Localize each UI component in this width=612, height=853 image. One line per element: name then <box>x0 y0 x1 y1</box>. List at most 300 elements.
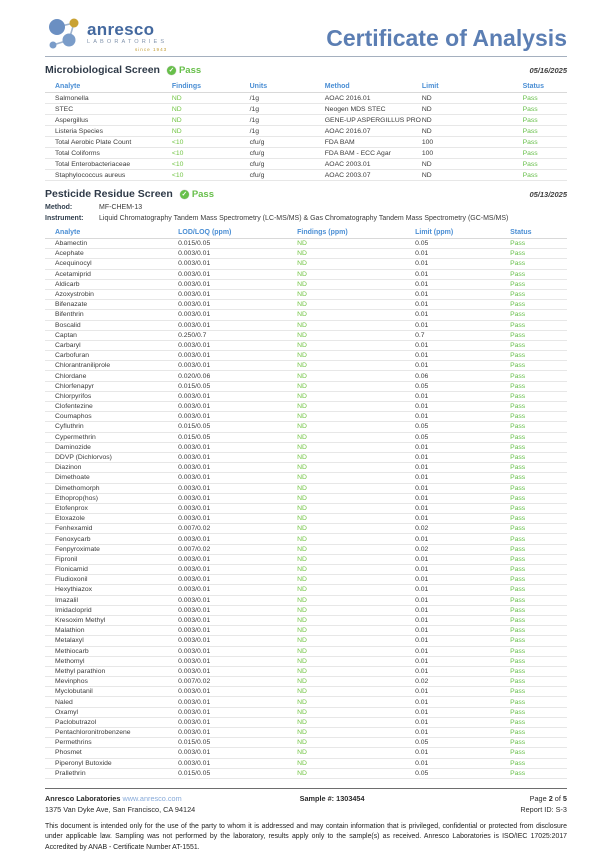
table-cell: AOAC 2016.01 <box>324 94 371 102</box>
instrument-value: Liquid Chromatography Tandem Mass Spectrometry (LC-MS/MS) & Gas Chromatography Tandem Mass Spectrometry (GC-MS/MS) <box>99 215 509 222</box>
table-row <box>45 504 567 514</box>
table-cell: /1g <box>249 105 260 113</box>
table-cell: ND <box>297 413 307 421</box>
table-cell: 0.05 <box>415 433 429 441</box>
table-row <box>45 104 567 115</box>
disclaimer-text: This document is intended only for the use of the party to whom it is addressed and may contain information that is privileged, confidential or protected from disclosure under applicable law. Sampling was not performed by the laboratory, results apply only to the sample(s) as received. Anresco Laboratories is ISO/IEC 17025:2017 Accredited by ANAB - Certificate Number AT-1551. <box>45 822 567 851</box>
table-cell: Hexythiazox <box>55 586 93 594</box>
table-cell: 0.003/0.01 <box>178 657 211 665</box>
table-cell: Pass <box>510 433 526 441</box>
table-cell: 0.01 <box>415 657 429 665</box>
table-cell: Pass <box>522 160 538 168</box>
header-divider <box>45 56 567 57</box>
table-cell: Etofenprox <box>55 504 88 512</box>
table-row <box>45 270 567 280</box>
table-cell: ND <box>297 617 307 625</box>
table-cell: 0.01 <box>415 362 429 370</box>
table-cell: Carbofuran <box>55 352 90 360</box>
table-cell: Fipronil <box>55 555 78 563</box>
table-cell: 0.01 <box>415 566 429 574</box>
table-cell: 0.003/0.01 <box>178 617 211 625</box>
table-cell: Acetamiprid <box>55 270 91 278</box>
method-label: Method: <box>45 204 73 211</box>
table-cell: 0.01 <box>415 413 429 421</box>
table-cell: Pass <box>510 698 526 706</box>
table-cell: 0.015/0.05 <box>178 739 211 747</box>
table-cell: 0.01 <box>415 392 429 400</box>
table-cell: ND <box>297 301 307 309</box>
table-row <box>45 422 567 432</box>
table-cell: 0.01 <box>415 260 429 268</box>
table-cell: Pass <box>510 627 526 635</box>
table-cell: ND <box>297 504 307 512</box>
table-cell: Chlorpyrifos <box>55 392 92 400</box>
table-cell: 0.05 <box>415 382 429 390</box>
table-cell: Diazinon <box>55 464 82 472</box>
table-cell: Pass <box>510 708 526 716</box>
column-header: Limit <box>421 83 439 90</box>
footer-company: Anresco Laboratories <box>45 793 121 803</box>
pesticide-pass-label: Pass <box>191 188 214 200</box>
pesticide-pass-badge <box>180 189 214 200</box>
table-cell: <10 <box>171 138 184 146</box>
table-cell: ND <box>297 280 307 288</box>
table-cell: 0.01 <box>415 749 429 757</box>
table-cell: 0.05 <box>415 739 429 747</box>
column-header: Method <box>324 83 350 90</box>
micro-pass-label: Pass <box>178 64 202 76</box>
table-cell: 0.003/0.01 <box>178 413 211 421</box>
table-cell: 0.01 <box>415 637 429 645</box>
table-row <box>45 484 567 494</box>
table-cell: ND <box>297 515 307 523</box>
table-cell: 0.003/0.01 <box>178 688 211 696</box>
table-cell: Total Coliforms <box>55 149 100 157</box>
table-cell: 0.003/0.01 <box>178 454 211 462</box>
table-row <box>45 473 567 483</box>
table-cell: 0.01 <box>415 729 429 737</box>
table-cell: ND <box>297 678 307 686</box>
table-row <box>45 259 567 269</box>
table-cell: 0.01 <box>415 301 429 309</box>
table-cell: 0.01 <box>415 454 429 462</box>
pesticide-table-header <box>45 227 567 239</box>
table-cell: 0.007/0.02 <box>178 678 211 686</box>
table-row <box>45 412 567 422</box>
table-cell: ND <box>171 105 182 113</box>
table-cell: Acephate <box>55 250 84 258</box>
table-cell: <10 <box>171 160 184 168</box>
column-header: Analyte <box>55 229 81 236</box>
page-indicator: Page 2 of 5 <box>529 793 567 803</box>
table-cell: ND <box>297 739 307 747</box>
table-cell: Pass <box>510 331 526 339</box>
table-cell: ND <box>421 94 432 102</box>
table-cell: Imidacloprid <box>55 606 92 614</box>
table-cell: 0.01 <box>415 484 429 492</box>
table-cell: 0.003/0.01 <box>178 270 211 278</box>
table-cell: ND <box>297 392 307 400</box>
table-cell: ND <box>421 105 432 113</box>
table-cell: Total Aerobic Plate Count <box>55 138 132 146</box>
table-row <box>45 331 567 341</box>
table-row <box>45 148 567 159</box>
table-cell: ND <box>421 116 432 124</box>
table-cell: ND <box>297 372 307 380</box>
table-row <box>45 748 567 758</box>
table-cell: Pass <box>510 280 526 288</box>
table-cell: Azoxystrobin <box>55 291 94 299</box>
table-cell: 0.003/0.01 <box>178 718 211 726</box>
table-cell: 0.01 <box>415 494 429 502</box>
table-cell: 0.007/0.02 <box>178 545 211 553</box>
table-row <box>45 555 567 565</box>
table-cell: /1g <box>249 116 260 124</box>
table-row <box>45 667 567 677</box>
table-cell: Pass <box>510 413 526 421</box>
table-row <box>45 596 567 606</box>
table-row <box>45 494 567 504</box>
table-cell: 0.01 <box>415 555 429 563</box>
table-cell: 0.01 <box>415 250 429 258</box>
table-cell: ND <box>171 116 182 124</box>
table-cell: 0.003/0.01 <box>178 443 211 451</box>
table-row <box>45 769 567 779</box>
table-cell: ND <box>297 484 307 492</box>
table-cell: Aldicarb <box>55 280 80 288</box>
table-cell: Dimethoate <box>55 474 90 482</box>
table-cell: 0.003/0.01 <box>178 708 211 716</box>
table-cell: Bifenthrin <box>55 311 84 319</box>
table-cell: ND <box>297 769 307 777</box>
table-row <box>45 249 567 259</box>
table-cell: ND <box>297 708 307 716</box>
table-cell: ND <box>297 749 307 757</box>
table-cell: ND <box>297 454 307 462</box>
table-cell: ND <box>297 341 307 349</box>
table-cell: Pass <box>510 270 526 278</box>
table-cell: 0.003/0.01 <box>178 311 211 319</box>
micro-section-title: Microbiological Screen <box>45 64 160 76</box>
table-cell: 0.003/0.01 <box>178 576 211 584</box>
table-cell: 0.01 <box>415 606 429 614</box>
table-cell: Pass <box>510 372 526 380</box>
table-cell: Pass <box>510 759 526 767</box>
table-row <box>45 290 567 300</box>
table-row <box>45 310 567 320</box>
table-cell: Paclobutrazol <box>55 718 97 726</box>
table-cell: ND <box>297 331 307 339</box>
table-cell: ND <box>297 688 307 696</box>
table-cell: Pass <box>510 240 526 248</box>
table-cell: 0.003/0.01 <box>178 535 211 543</box>
column-header: LOD/LOQ (ppm) <box>178 229 232 236</box>
table-cell: ND <box>297 443 307 451</box>
table-cell: Cyfluthrin <box>55 423 84 431</box>
table-cell: Pass <box>510 739 526 747</box>
table-cell: 0.01 <box>415 596 429 604</box>
table-row <box>45 443 567 453</box>
table-cell: 0.01 <box>415 535 429 543</box>
table-cell: Carbaryl <box>55 341 81 349</box>
table-cell: Pass <box>510 749 526 757</box>
table-cell: Acequinocyl <box>55 260 92 268</box>
table-row <box>45 93 567 104</box>
table-cell: Etoxazole <box>55 515 85 523</box>
footer-row-1 <box>45 794 567 803</box>
table-row <box>45 371 567 381</box>
table-cell: Pass <box>510 423 526 431</box>
table-cell: 0.01 <box>415 576 429 584</box>
table-cell: Neogen MDS STEC <box>324 105 386 113</box>
footer-website-link[interactable]: www.anresco.com <box>122 793 182 803</box>
table-cell: 0.003/0.01 <box>178 667 211 675</box>
table-cell: 0.7 <box>415 331 425 339</box>
table-cell: Coumaphos <box>55 413 92 421</box>
table-cell: cfu/g <box>249 138 265 146</box>
table-cell: 0.01 <box>415 280 429 288</box>
table-row <box>45 361 567 371</box>
table-cell: Pass <box>522 105 538 113</box>
table-cell: Pass <box>522 94 538 102</box>
table-row <box>45 300 567 310</box>
table-cell: 0.020/0.06 <box>178 372 211 380</box>
table-cell: ND <box>297 464 307 472</box>
check-icon: ✓ <box>168 67 175 74</box>
table-row <box>45 280 567 290</box>
table-cell: STEC <box>55 105 74 113</box>
instrument-line <box>45 215 567 222</box>
sample-number: Sample #: 1303454 <box>299 793 365 803</box>
table-cell: cfu/g <box>249 160 265 168</box>
table-cell: ND <box>297 250 307 258</box>
table-cell: Pass <box>510 606 526 614</box>
table-row <box>45 545 567 555</box>
table-cell: Pass <box>510 464 526 472</box>
table-row <box>45 321 567 331</box>
pesticide-section-title: Pesticide Residue Screen <box>45 188 173 200</box>
page-header <box>45 8 567 54</box>
method-line <box>45 204 567 211</box>
table-cell: ND <box>297 657 307 665</box>
table-cell: 0.01 <box>415 667 429 675</box>
table-cell: 0.01 <box>415 688 429 696</box>
table-cell: Pass <box>510 341 526 349</box>
table-cell: Pass <box>522 171 538 179</box>
table-cell: 0.01 <box>415 321 429 329</box>
table-cell: 0.01 <box>415 352 429 360</box>
table-cell: ND <box>297 474 307 482</box>
table-cell: 0.01 <box>415 403 429 411</box>
table-cell: Pass <box>522 138 538 146</box>
table-cell: ND <box>297 718 307 726</box>
table-cell: Pass <box>510 515 526 523</box>
table-row <box>45 738 567 748</box>
table-cell: 0.003/0.01 <box>178 606 211 614</box>
anresco-logo <box>45 12 167 54</box>
table-cell: ND <box>297 637 307 645</box>
column-header: Findings <box>171 83 202 90</box>
column-header: Analyte <box>55 83 81 90</box>
table-row <box>45 341 567 351</box>
table-cell: Clofentezine <box>55 403 93 411</box>
table-row <box>45 524 567 534</box>
table-cell: 0.007/0.02 <box>178 525 211 533</box>
table-cell: Methiocarb <box>55 647 89 655</box>
table-cell: Pass <box>510 392 526 400</box>
table-cell: Pentachloronitrobenzene <box>55 729 131 737</box>
report-id: Report ID: S-3 <box>520 804 567 814</box>
table-cell: Pass <box>510 311 526 319</box>
table-cell: Pass <box>510 678 526 686</box>
table-row <box>45 606 567 616</box>
table-cell: Fludioxonil <box>55 576 88 584</box>
table-cell: ND <box>297 647 307 655</box>
table-cell: Listeria Species <box>55 127 103 135</box>
footer-divider <box>45 788 567 789</box>
table-cell: Pass <box>510 454 526 462</box>
table-cell: 0.003/0.01 <box>178 637 211 645</box>
table-cell: Pass <box>510 688 526 696</box>
table-cell: Flonicamid <box>55 566 88 574</box>
table-cell: Pass <box>510 566 526 574</box>
column-header: Status <box>522 83 544 90</box>
check-icon: ✓ <box>181 191 188 198</box>
table-cell: Pass <box>510 596 526 604</box>
table-cell: 100 <box>421 138 434 146</box>
table-cell: 0.003/0.01 <box>178 586 211 594</box>
table-cell: 0.05 <box>415 423 429 431</box>
table-cell: Pass <box>510 250 526 258</box>
table-cell: 0.003/0.01 <box>178 698 211 706</box>
table-row <box>45 463 567 473</box>
table-cell: Chlordane <box>55 372 87 380</box>
pesticide-table <box>45 227 567 779</box>
table-row <box>45 159 567 170</box>
table-cell: Pass <box>510 494 526 502</box>
table-cell: ND <box>297 291 307 299</box>
table-cell: Pass <box>522 127 538 135</box>
table-row <box>45 453 567 463</box>
table-cell: 0.003/0.01 <box>178 566 211 574</box>
table-cell: ND <box>297 382 307 390</box>
table-row <box>45 565 567 575</box>
table-cell: 0.01 <box>415 718 429 726</box>
table-cell: ND <box>297 596 307 604</box>
table-cell: Pass <box>510 657 526 665</box>
table-cell: 0.06 <box>415 372 429 380</box>
table-row <box>45 382 567 392</box>
table-cell: ND <box>297 555 307 563</box>
table-cell: AOAC 2016.07 <box>324 127 371 135</box>
table-cell: <10 <box>171 149 184 157</box>
table-cell: Imazalil <box>55 596 79 604</box>
table-cell: 0.02 <box>415 525 429 533</box>
table-cell: ND <box>297 525 307 533</box>
table-row <box>45 137 567 148</box>
table-cell: GENE-UP ASPERGILLUS PRO <box>324 116 421 124</box>
pesticide-table-body <box>45 239 567 779</box>
table-cell: ND <box>171 94 182 102</box>
table-cell: ND <box>297 240 307 248</box>
table-cell: 0.01 <box>415 759 429 767</box>
table-row <box>45 534 567 544</box>
table-cell: 0.01 <box>415 341 429 349</box>
table-cell: Oxamyl <box>55 708 79 716</box>
table-cell: 0.003/0.01 <box>178 301 211 309</box>
table-cell: 0.003/0.01 <box>178 464 211 472</box>
micro-date: 05/16/2025 <box>529 65 567 75</box>
table-row <box>45 759 567 769</box>
table-cell: ND <box>421 160 432 168</box>
table-row <box>45 687 567 697</box>
table-row <box>45 718 567 728</box>
table-cell: ND <box>297 321 307 329</box>
table-row <box>45 351 567 361</box>
table-cell: 0.015/0.05 <box>178 382 211 390</box>
table-cell: 0.01 <box>415 464 429 472</box>
logo-since: since 1943 <box>134 46 168 52</box>
table-cell: 0.01 <box>415 698 429 706</box>
table-cell: Dimethomorph <box>55 484 100 492</box>
table-row <box>45 626 567 636</box>
table-cell: ND <box>297 352 307 360</box>
table-cell: Pass <box>510 484 526 492</box>
table-cell: ND <box>297 576 307 584</box>
table-cell: cfu/g <box>249 149 265 157</box>
table-cell: Pass <box>510 729 526 737</box>
table-cell: Cypermethrin <box>55 433 96 441</box>
table-row <box>45 585 567 595</box>
table-row <box>45 647 567 657</box>
table-cell: Fenoxycarb <box>55 535 91 543</box>
table-cell: Abamectin <box>55 240 88 248</box>
table-cell: 0.015/0.05 <box>178 240 211 248</box>
table-cell: Pass <box>510 586 526 594</box>
table-row <box>45 677 567 687</box>
table-cell: 0.003/0.01 <box>178 403 211 411</box>
table-cell: 0.01 <box>415 515 429 523</box>
logo-subtitle: LABORATORIES <box>87 39 168 45</box>
column-header: Limit (ppm) <box>415 229 454 236</box>
table-cell: Pass <box>510 291 526 299</box>
table-cell: Chlorfenapyr <box>55 382 94 390</box>
table-cell: Pass <box>510 362 526 370</box>
table-cell: ND <box>297 403 307 411</box>
table-cell: 0.003/0.01 <box>178 494 211 502</box>
table-cell: Pass <box>522 149 538 157</box>
table-cell: Malathion <box>55 627 85 635</box>
table-cell: 0.01 <box>415 627 429 635</box>
table-cell: ND <box>297 362 307 370</box>
table-cell: cfu/g <box>249 171 265 179</box>
table-cell: ND <box>297 260 307 268</box>
table-cell: ND <box>297 586 307 594</box>
table-cell: 0.003/0.01 <box>178 260 211 268</box>
table-cell: 0.003/0.01 <box>178 515 211 523</box>
table-cell: Pass <box>510 647 526 655</box>
table-cell: Pass <box>510 555 526 563</box>
table-cell: Captan <box>55 331 77 339</box>
table-cell: 0.003/0.01 <box>178 280 211 288</box>
table-row <box>45 657 567 667</box>
table-cell: Pass <box>510 637 526 645</box>
table-cell: Boscalid <box>55 321 81 329</box>
column-header: Units <box>249 83 268 90</box>
table-cell: Prallethrin <box>55 769 86 777</box>
table-cell: AOAC 2003.01 <box>324 160 371 168</box>
table-cell: Pass <box>510 576 526 584</box>
